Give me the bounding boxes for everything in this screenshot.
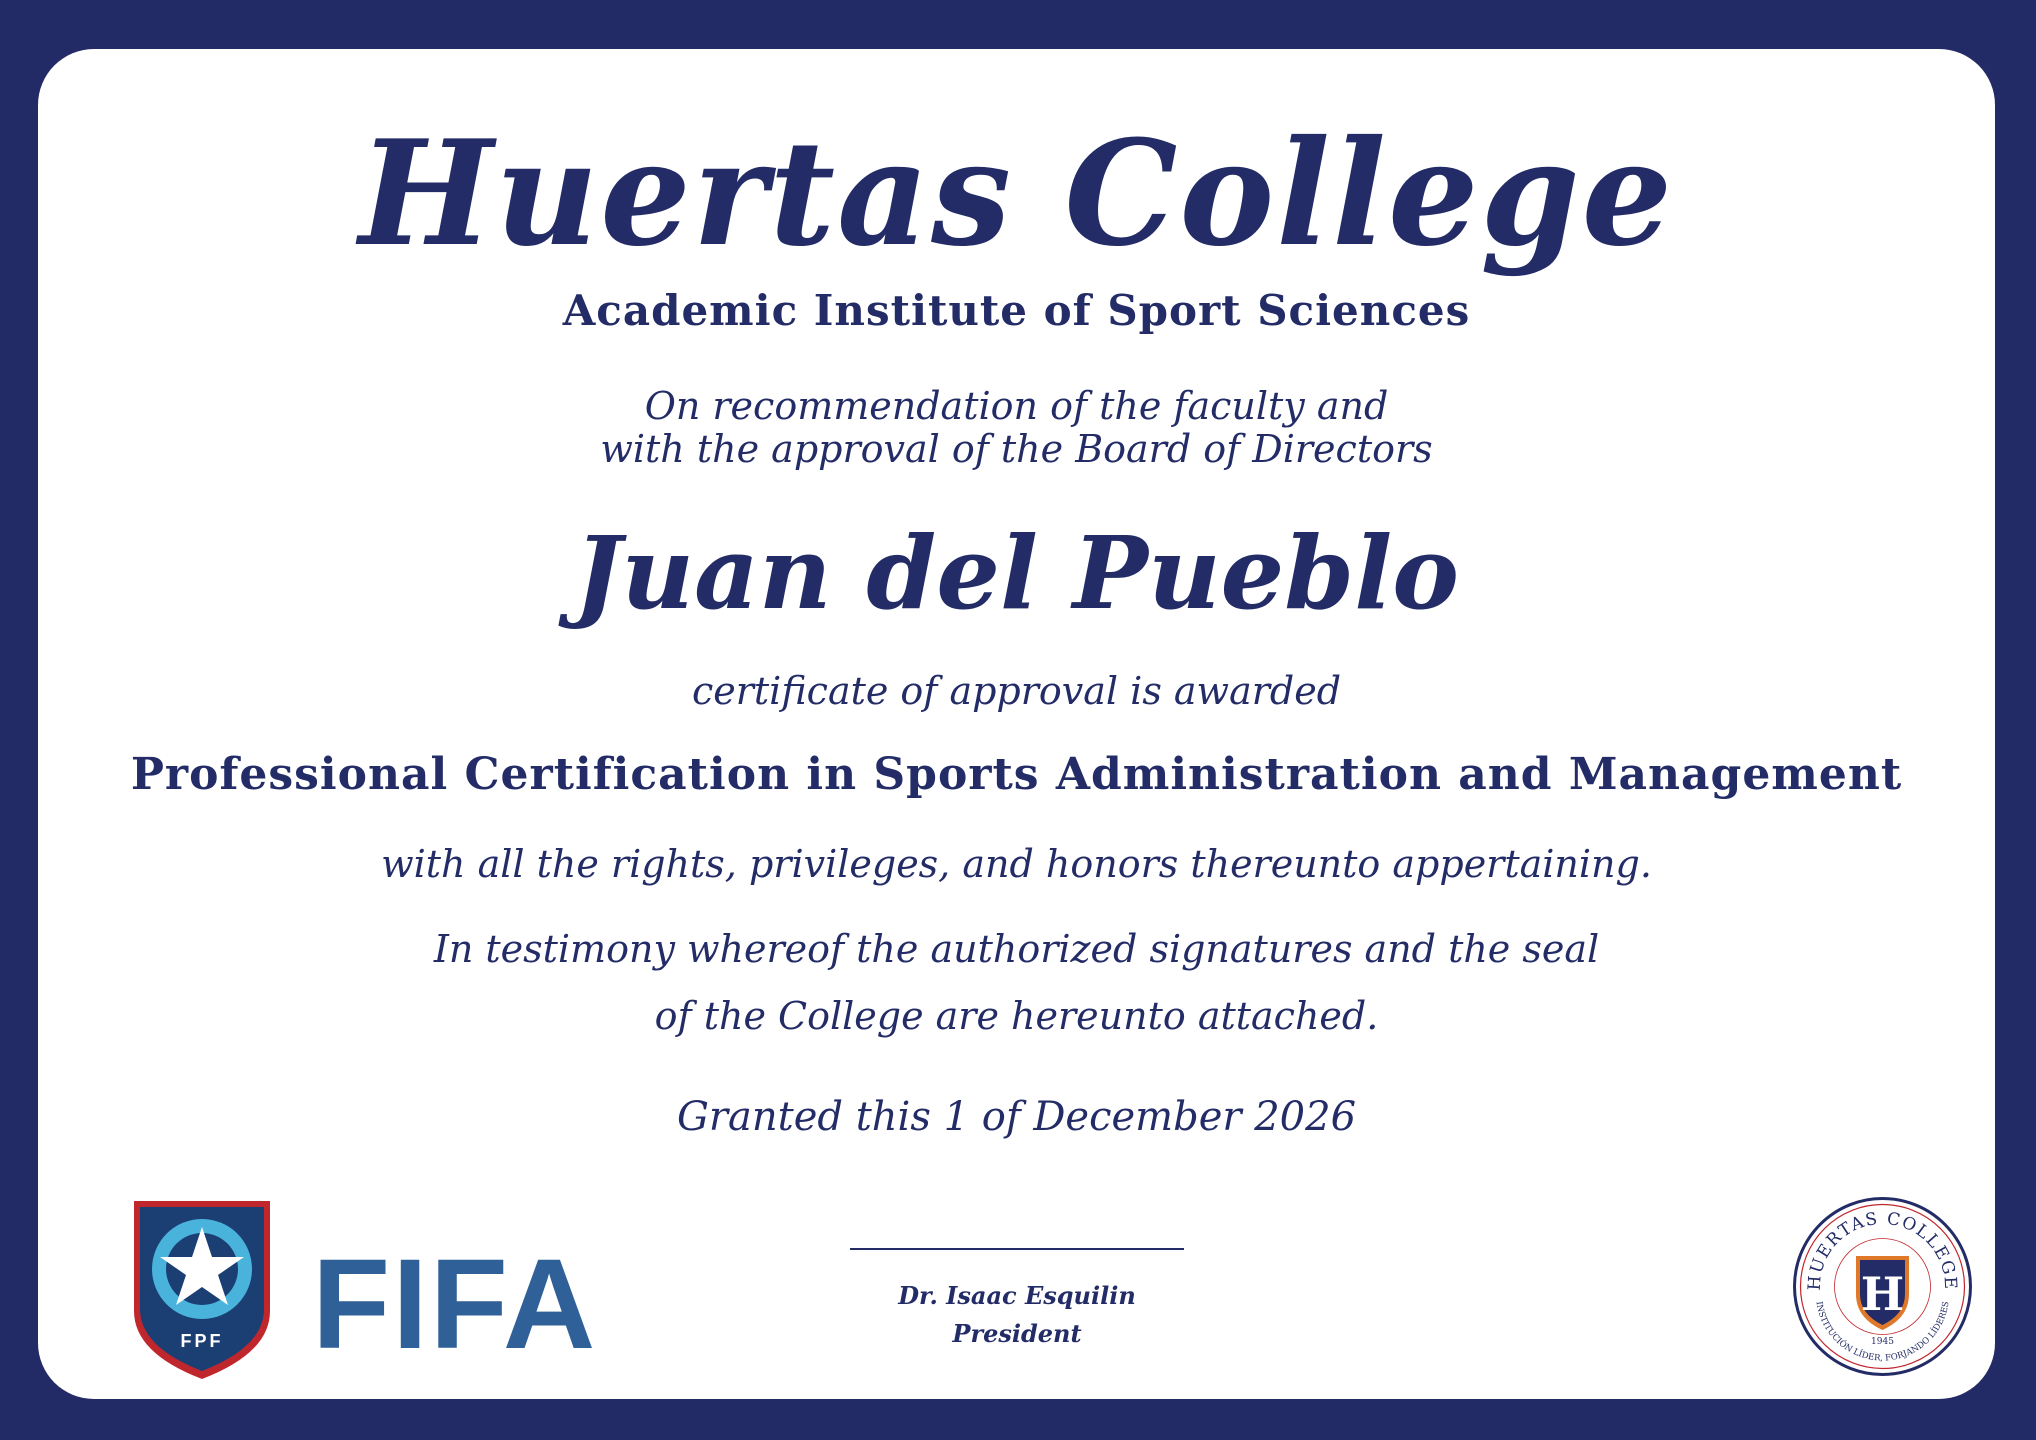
- seal-bottom-text: INSTITUCIÓN LÍDER, FORJANDO LÍDERES: [1813, 1300, 1952, 1364]
- institution-title: Huertas College: [358, 109, 1675, 279]
- granted-date: Granted this 1 of December 2026: [676, 1094, 1357, 1140]
- fpf-label: FPF: [180, 1331, 224, 1351]
- signatory-title: President: [952, 1319, 1082, 1348]
- recommendation-line-2: with the approval of the Board of Directors: [600, 427, 1433, 471]
- recipient-name: Juan del Pueblo: [574, 514, 1459, 632]
- seal-top-text: HUERTAS COLLEGE: [1804, 1208, 1961, 1292]
- seal-letter: H: [1860, 1267, 1905, 1321]
- recommendation-line-1: On recommendation of the faculty and: [644, 384, 1389, 428]
- program-title: Professional Certification in Sports Administration and Management: [130, 749, 1903, 800]
- awarded-text: certificate of approval is awarded: [691, 669, 1342, 713]
- testimony-line-1: In testimony whereof the authorized signatures and the seal: [433, 927, 1600, 971]
- rights-text: with all the rights, privileges, and honors thereunto appertaining.: [381, 842, 1652, 886]
- fifa-logo-text: FIFA: [312, 1233, 598, 1376]
- signature-line: [850, 1248, 1184, 1250]
- seal-year: 1945: [1871, 1337, 1894, 1347]
- fpf-shield-logo: [130, 1193, 274, 1383]
- testimony-line-2: of the College are hereunto attached.: [654, 994, 1379, 1038]
- certificate-card: [38, 49, 1995, 1399]
- institute-subtitle: Academic Institute of Sport Sciences: [562, 286, 1471, 335]
- signatory-name: Dr. Isaac Esquilin: [898, 1281, 1136, 1310]
- college-seal: [1790, 1194, 1975, 1379]
